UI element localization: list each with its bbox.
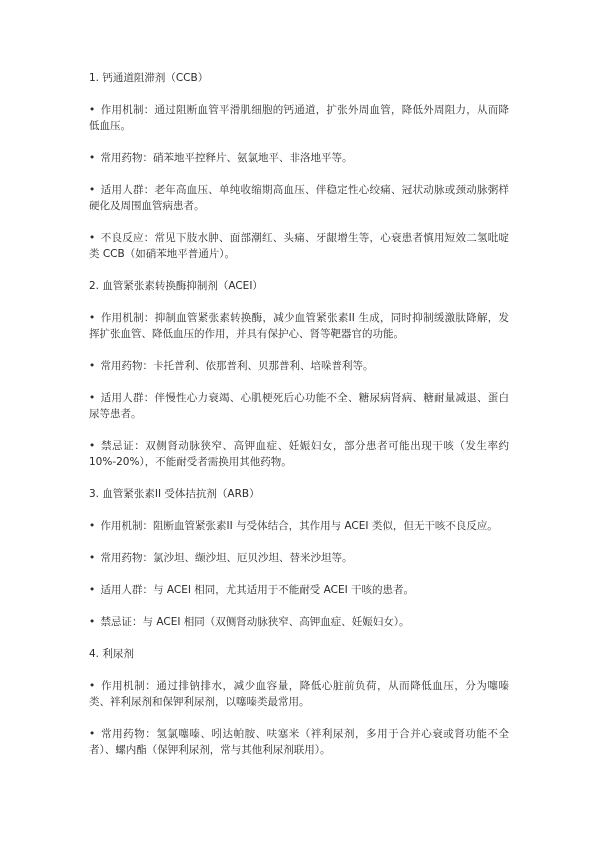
ccb-adverse-text: 不良反应：常见下肢水肿、面部潮红、头痛、牙龈增生等，心衰患者慎用短效二氢吡啶类 CCB（如硝苯地平普通片）。 [89, 232, 509, 260]
acei-contraindication-text: 禁忌证：双侧肾动脉狭窄、高钾血症、妊娠妇女，部分患者可能出现干咳（发生率约 10%-20%），不能耐受者需换用其他药物。 [89, 440, 510, 468]
arb-drugs-item [89, 550, 509, 566]
arb-contraindication-text: 禁忌证：与 ACEI 相同（双侧肾动脉狭窄、高钾血症、妊娠妇女）。 [100, 616, 410, 628]
acei-contraindication-item [89, 438, 509, 470]
acei-mechanism-text: 作用机制：抑制血管紧张素转换酶，减少血管紧张素II 生成，同时抑制缓激肽降解，发挥扩张血管、降低血压的作用，并具有保护心、肾等靶器官的功能。 [89, 312, 510, 340]
bullet-marker: • [89, 680, 96, 692]
bullet-marker: • [89, 440, 96, 452]
diuretics-drugs-item [89, 726, 509, 758]
arb-mechanism-text: 作用机制：阻断血管紧张素II 与受体结合，其作用与 ACEI 类似，但无干咳不良反应。 [100, 520, 498, 532]
arb-population-text: 适用人群：与 ACEI 相同，尤其适用于不能耐受 ACEI 干咳的患者。 [100, 584, 415, 596]
diuretics-mechanism-text: 作用机制：通过排钠排水，减少血容量，降低心脏前负荷，从而降低血压，分为噻嗪类、袢利尿剂和保钾利尿剂，以噻嗪类最常用。 [89, 680, 510, 708]
arb-population-item [89, 582, 509, 598]
document-body [89, 70, 509, 774]
ccb-drugs-text: 常用药物：硝苯地平控释片、氨氯地平、非洛地平等。 [100, 152, 353, 164]
acei-drugs-item [89, 358, 509, 374]
ccb-population-text: 适用人群：老年高血压、单纯收缩期高血压、伴稳定性心绞痛、冠状动脉或颈动脉粥样硬化及周围血管病患者。 [89, 184, 509, 212]
arb-drugs-text: 常用药物：氯沙坦、缬沙坦、厄贝沙坦、替米沙坦等。 [100, 552, 353, 564]
section-heading-acei: 2. 血管紧张素转换酶抑制剂（ACEI） [89, 280, 263, 292]
acei-drugs-text: 常用药物：卡托普利、依那普利、贝那普利、培哚普利等。 [100, 360, 374, 372]
ccb-mechanism-text: 作用机制：通过阻断血管平滑肌细胞的钙通道，扩张外周血管，降低外周阻力，从而降低血压。 [89, 104, 509, 132]
bullet-marker: • [89, 312, 96, 324]
bullet-marker: • [89, 360, 96, 372]
bullet-marker: • [89, 392, 96, 404]
ccb-population-item [89, 182, 509, 214]
arb-mechanism-item [89, 518, 509, 534]
bullet-marker: • [89, 152, 96, 164]
acei-population-item [89, 390, 509, 422]
bullet-marker: • [89, 232, 96, 244]
bullet-marker: • [89, 104, 96, 116]
diuretics-mechanism-item [89, 678, 509, 710]
bullet-marker: • [89, 584, 96, 596]
bullet-marker: • [89, 616, 96, 628]
diuretics-drugs-text: 常用药物：氢氯噻嗪、吲达帕胺、呋塞米（袢利尿剂，多用于合并心衰或肾功能不全者）、螺内酯（保钾利尿剂，常与其他利尿剂联用）。 [89, 728, 510, 756]
bullet-marker: • [89, 520, 96, 532]
bullet-marker: • [89, 184, 96, 196]
bullet-marker: • [89, 552, 96, 564]
section-heading-ccb: 1. 钙通道阻滞剂（CCB） [89, 72, 209, 84]
section-heading-diuretics: 4. 利尿剂 [89, 648, 134, 660]
ccb-drugs-item [89, 150, 509, 166]
section-heading-arb: 3. 血管紧张素II 受体拮抗剂（ARB） [89, 488, 260, 500]
bullet-marker: • [89, 728, 96, 740]
acei-mechanism-item [89, 310, 509, 342]
acei-population-text: 适用人群：伴慢性心力衰竭、心肌梗死后心功能不全、糖尿病肾病、糖耐量减退、蛋白尿等患者。 [89, 392, 509, 420]
arb-contraindication-item [89, 614, 509, 630]
ccb-adverse-item [89, 230, 509, 262]
ccb-mechanism-item [89, 102, 509, 134]
